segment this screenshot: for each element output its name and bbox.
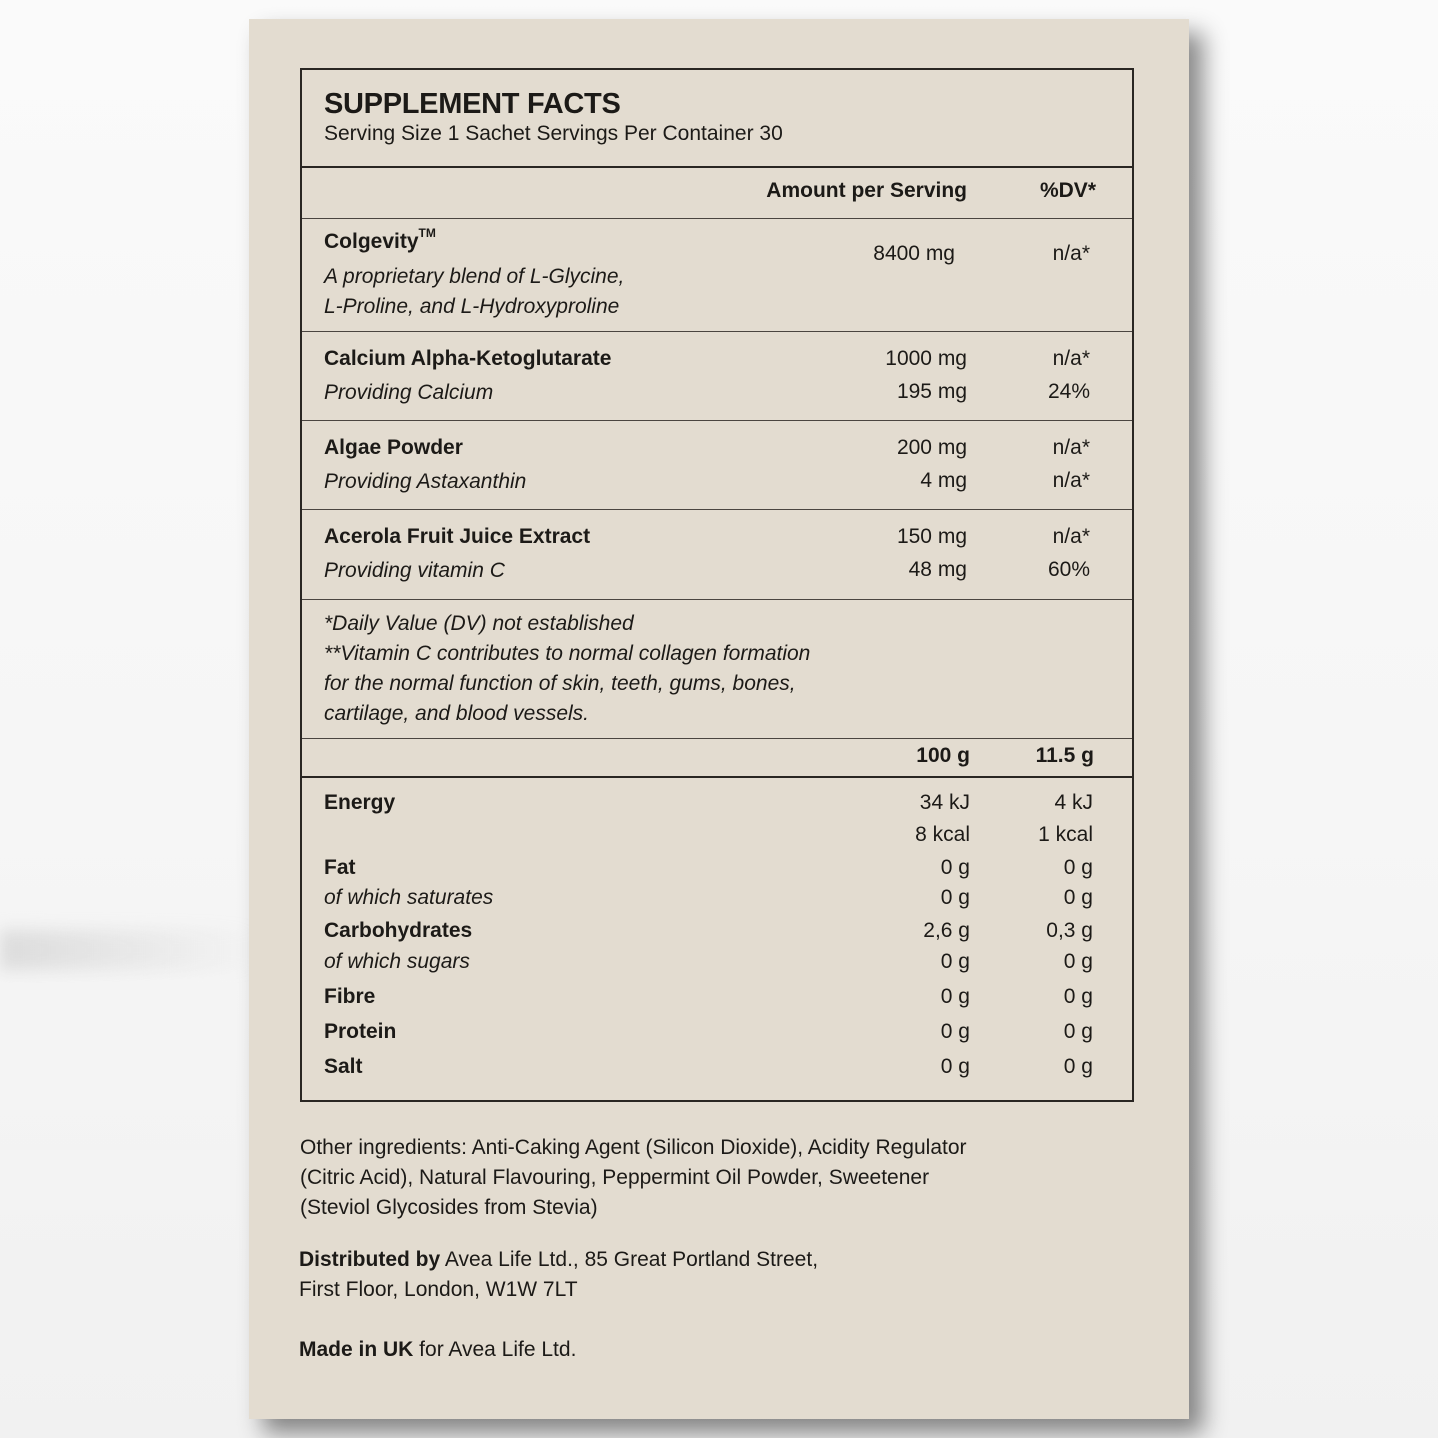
value-per-serving: 0 g bbox=[1063, 886, 1093, 909]
ingredient-name: Colgevity™ bbox=[324, 226, 436, 253]
sub-ingredient-amount: 48 mg bbox=[908, 558, 967, 581]
ingredient-dv: n/a* bbox=[1052, 242, 1090, 265]
ingredient-name: Calcium Alpha-Ketoglutarate bbox=[324, 347, 612, 370]
ingredient-row-calcium-akg bbox=[302, 332, 1132, 421]
other-ingredients-line: Other ingredients: Anti-Caking Agent (Silicon Dioxide), Acidity Regulator bbox=[300, 1136, 967, 1159]
nutrition-row-saturates bbox=[302, 886, 1132, 916]
other-ingredients-line: (Steviol Glycosides from Stevia) bbox=[300, 1196, 598, 1219]
nutrition-column-headers bbox=[302, 738, 1132, 778]
value-per-100g: 0 g bbox=[940, 856, 970, 879]
value-per-100g: 0 g bbox=[940, 1020, 970, 1043]
value-per-serving: 0 g bbox=[1063, 1055, 1093, 1078]
value-per-100g: 0 g bbox=[940, 950, 970, 973]
sub-ingredient-label: Providing Calcium bbox=[324, 381, 494, 404]
facts-header bbox=[302, 70, 1132, 168]
footnote-line: cartilage, and blood vessels. bbox=[324, 702, 589, 725]
sub-ingredient-dv: n/a* bbox=[1052, 469, 1090, 492]
value-per-100g: 0 g bbox=[940, 985, 970, 1008]
sub-ingredient-label: Providing vitamin C bbox=[324, 559, 505, 582]
dv-column-header: %DV* bbox=[1039, 179, 1096, 202]
nutrition-row-protein bbox=[302, 1020, 1132, 1050]
value-per-100g: 34 kJ bbox=[919, 791, 970, 814]
nutrition-row-fibre bbox=[302, 985, 1132, 1015]
ingredient-description-line: L-Proline, and L-Hydroxyproline bbox=[324, 295, 620, 318]
nutrient-label: of which saturates bbox=[324, 886, 494, 909]
value-per-serving: 0 g bbox=[1063, 985, 1093, 1008]
value-per-serving: 0 g bbox=[1063, 1020, 1093, 1043]
ingredient-dv: n/a* bbox=[1052, 436, 1090, 459]
distributor-prefix: Distributed by bbox=[299, 1248, 441, 1271]
sub-ingredient-amount: 195 mg bbox=[896, 380, 967, 403]
background-blur bbox=[0, 930, 260, 970]
per-100g-header: 100 g bbox=[916, 744, 970, 767]
supplement-label-card bbox=[249, 19, 1189, 1419]
sub-ingredient-amount: 4 mg bbox=[920, 469, 967, 492]
amount-column-header: Amount per Serving bbox=[766, 179, 967, 202]
ingredient-row-algae-powder bbox=[302, 421, 1132, 510]
value-per-serving: 0 g bbox=[1063, 950, 1093, 973]
value-per-serving: 4 kJ bbox=[1054, 791, 1093, 814]
nutrition-row-energy-kcal bbox=[302, 823, 1132, 853]
value-per-100g: 0 g bbox=[940, 1055, 970, 1078]
value-per-100g: 8 kcal bbox=[915, 823, 970, 846]
distributor-line-1 bbox=[299, 1245, 1099, 1275]
ingredient-name: Acerola Fruit Juice Extract bbox=[324, 525, 591, 548]
ingredient-amount: 8400 mg bbox=[873, 242, 955, 265]
nutrient-label: Fat bbox=[324, 856, 356, 879]
value-per-serving: 1 kcal bbox=[1038, 823, 1093, 846]
nutrition-row-sugars bbox=[302, 950, 1132, 980]
ingredient-dv: n/a* bbox=[1052, 347, 1090, 370]
distributor-address: Avea Life Ltd., 85 Great Portland Street, bbox=[440, 1248, 819, 1271]
made-in-rest: for Avea Life Ltd. bbox=[413, 1338, 577, 1361]
ingredient-description-line: A proprietary blend of L-Glycine, bbox=[324, 265, 625, 288]
made-in-info bbox=[299, 1335, 576, 1365]
footnote-line: for the normal function of skin, teeth, gums, bones, bbox=[324, 672, 796, 695]
ingredient-amount: 200 mg bbox=[896, 436, 967, 459]
per-serving-header: 11.5 g bbox=[1035, 744, 1094, 767]
footnote-line: **Vitamin C contributes to normal collagen formation bbox=[324, 642, 811, 665]
nutrient-label: Fibre bbox=[324, 985, 376, 1008]
nutrient-label: Carbohydrates bbox=[324, 919, 473, 942]
nutrition-row-carbohydrates bbox=[302, 919, 1132, 949]
made-in-prefix: Made in UK bbox=[299, 1338, 414, 1361]
value-per-100g: 2,6 g bbox=[923, 919, 970, 942]
nutrition-row-salt bbox=[302, 1055, 1132, 1085]
column-headers bbox=[302, 166, 1132, 219]
nutrient-label: of which sugars bbox=[324, 950, 470, 973]
sub-ingredient-dv: 60% bbox=[1047, 558, 1090, 581]
sub-ingredient-dv: 24% bbox=[1047, 380, 1090, 403]
value-per-serving: 0 g bbox=[1063, 856, 1093, 879]
nutrient-label: Protein bbox=[324, 1020, 397, 1043]
ingredient-row-acerola bbox=[302, 510, 1132, 600]
distributor-line-2: First Floor, London, W1W 7LT bbox=[299, 1278, 578, 1301]
ingredient-amount: 150 mg bbox=[896, 525, 967, 548]
other-ingredients bbox=[300, 1133, 1100, 1223]
sub-ingredient-label: Providing Astaxanthin bbox=[324, 470, 527, 493]
value-per-serving: 0,3 g bbox=[1046, 919, 1093, 942]
distributor-info bbox=[299, 1245, 1099, 1305]
footnotes bbox=[302, 600, 1132, 739]
footnote-line: *Daily Value (DV) not established bbox=[324, 612, 634, 635]
nutrition-row-energy-kj bbox=[302, 791, 1132, 821]
ingredient-row-colgevity bbox=[302, 218, 1132, 332]
nutrition-row-fat bbox=[302, 856, 1132, 886]
page-title: SUPPLEMENT FACTS bbox=[324, 88, 621, 120]
ingredient-amount: 1000 mg bbox=[885, 347, 967, 370]
trademark-mark: TM bbox=[418, 226, 436, 240]
nutrient-label: Salt bbox=[324, 1055, 363, 1078]
supplement-facts-panel bbox=[300, 68, 1134, 1102]
nutrient-label: Energy bbox=[324, 791, 396, 814]
ingredient-dv: n/a* bbox=[1052, 525, 1090, 548]
value-per-100g: 0 g bbox=[940, 886, 970, 909]
serving-info: Serving Size 1 Sachet Servings Per Container 30 bbox=[324, 122, 783, 145]
ingredient-name: Algae Powder bbox=[324, 436, 463, 459]
other-ingredients-line: (Citric Acid), Natural Flavouring, Peppermint Oil Powder, Sweetener bbox=[300, 1166, 930, 1189]
